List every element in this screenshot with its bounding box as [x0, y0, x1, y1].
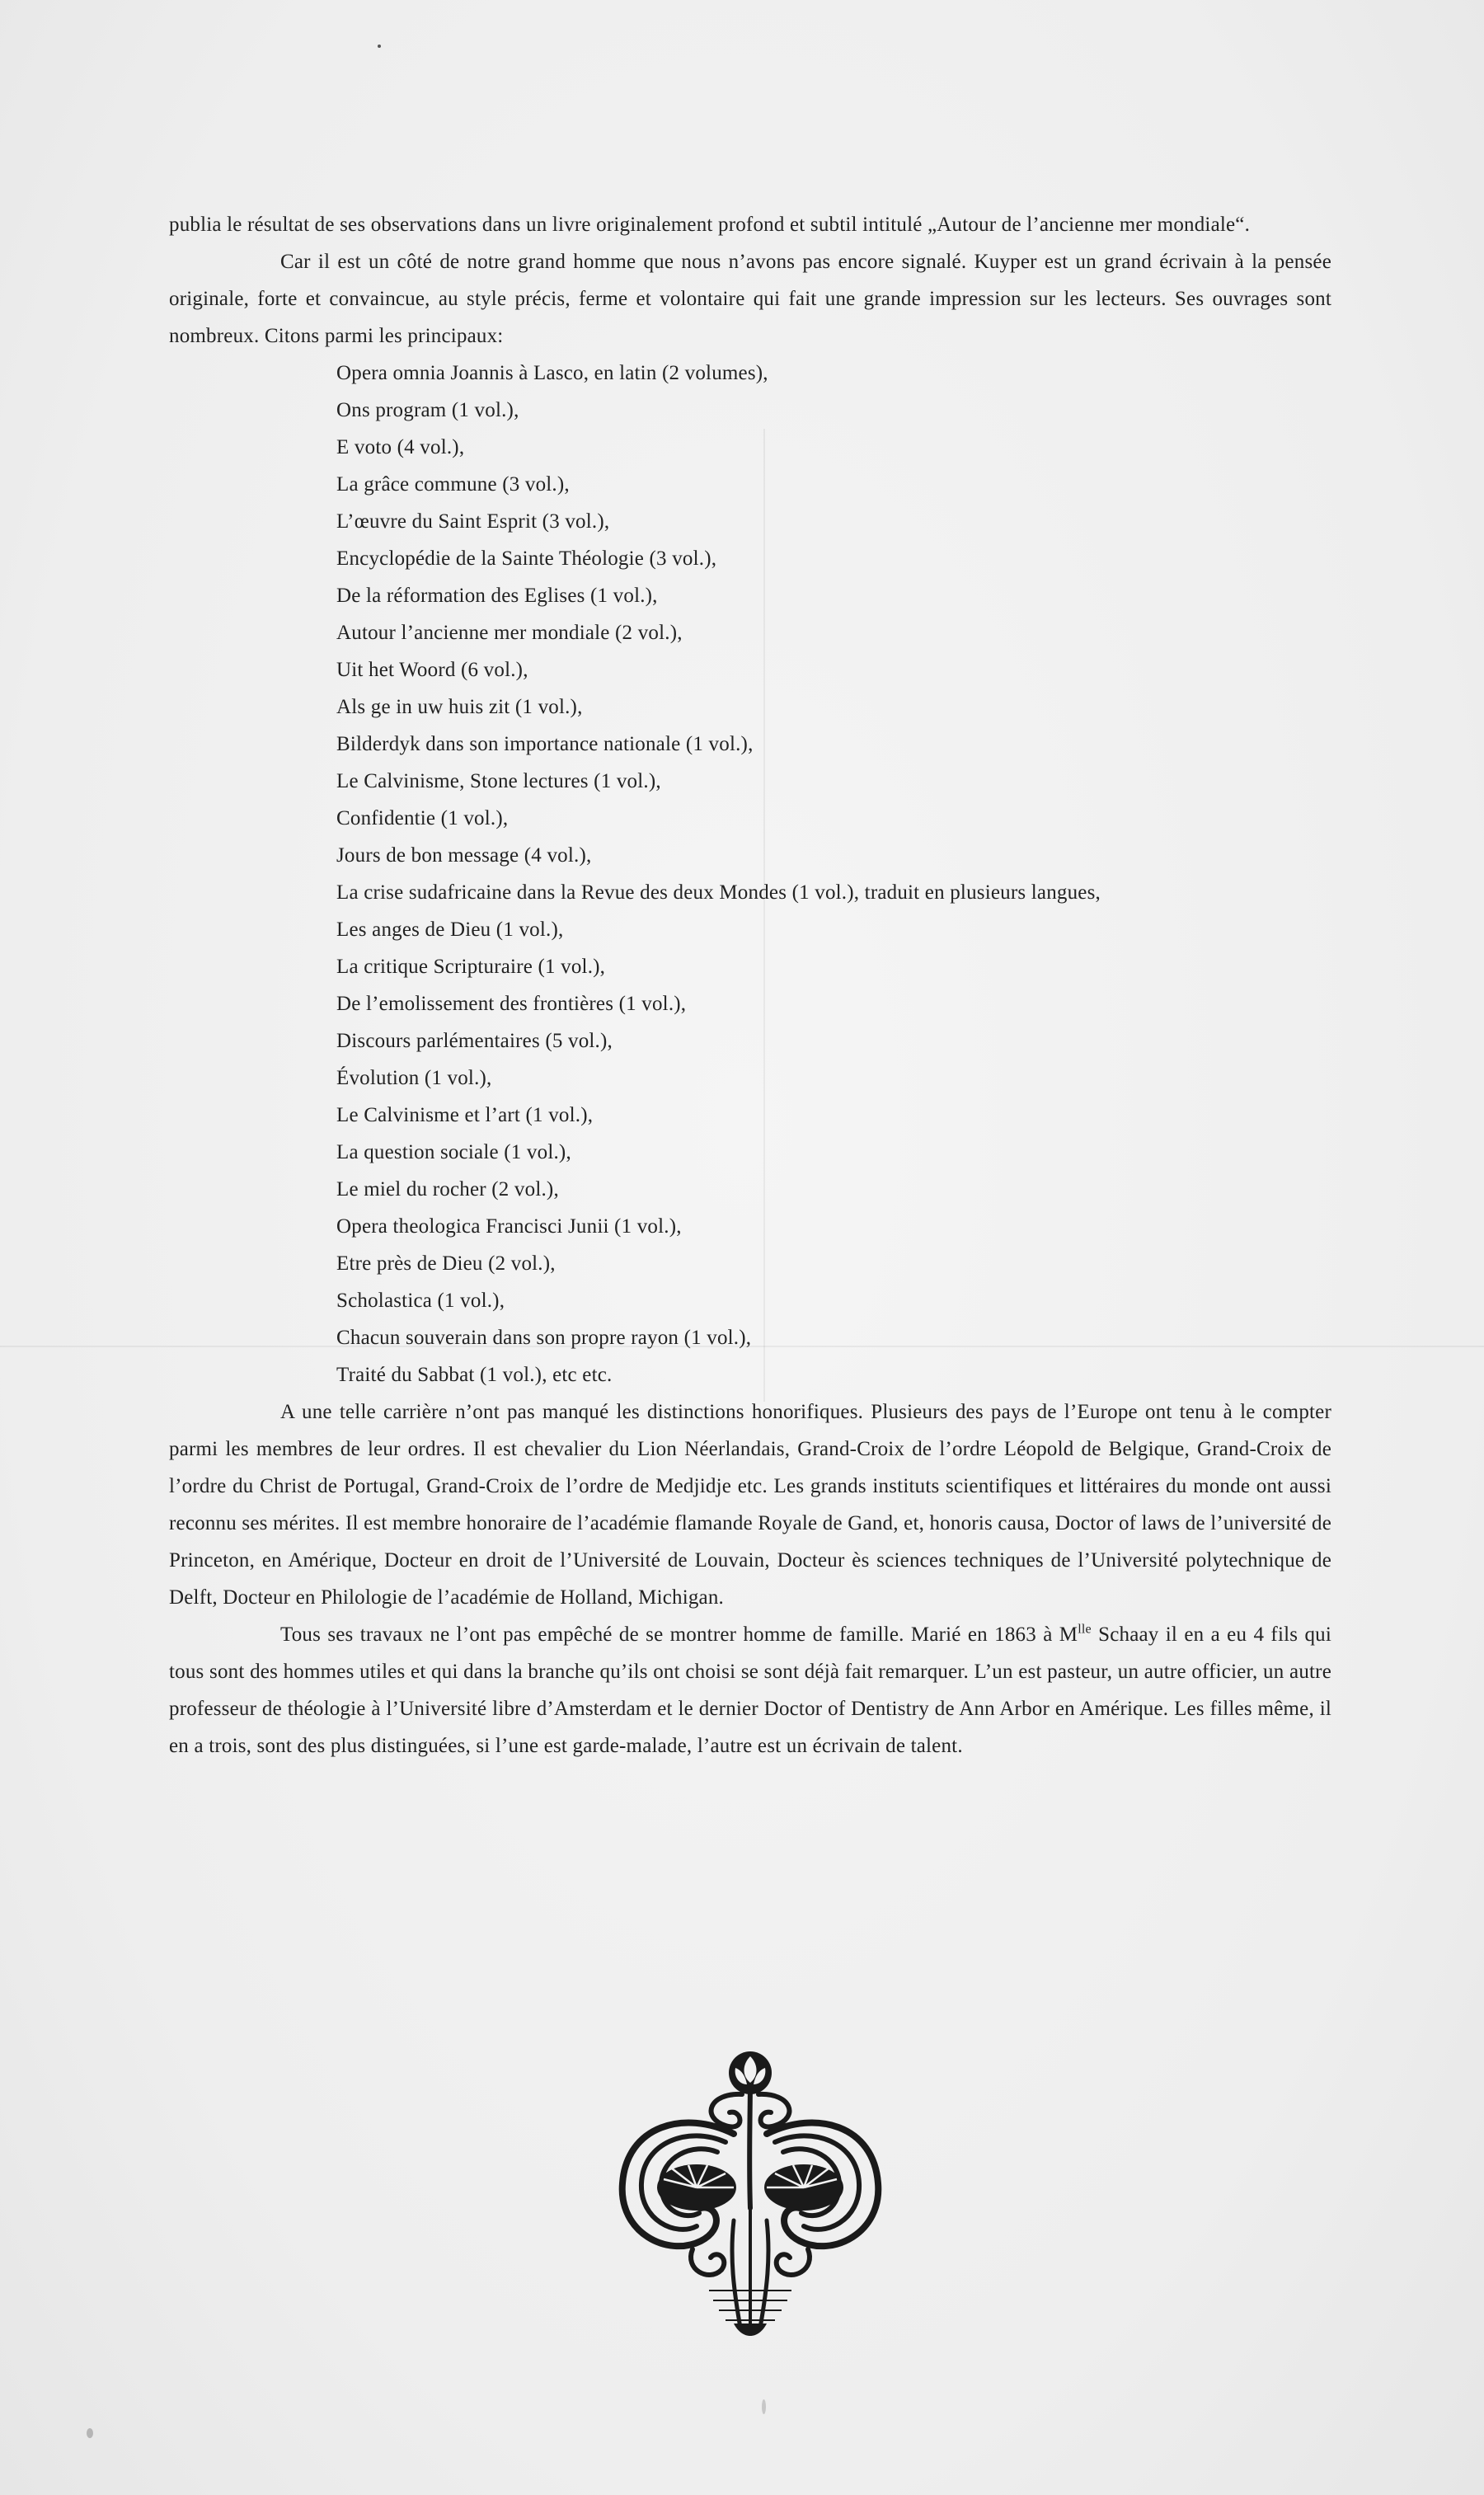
- works-list-item: Le Calvinisme et l’art (1 vol.),: [336, 1104, 594, 1126]
- paragraph-writer: Car il est un côté de notre grand homme que nous n’avons pas encore signalé. Kuyper est un grand écrivain à la pensée originale, forte et convaincue, au style précis, ferme et volontaire qui fait une grande impression sur les lecteurs. Ses ouvrages sont nombreux. Citons parmi les principaux:: [169, 251, 1331, 347]
- works-list-item: Autour l’ancienne mer mondiale (2 vol.),: [336, 622, 683, 644]
- works-list: [169, 355, 1331, 1393]
- works-list-item: Les anges de Dieu (1 vol.),: [336, 919, 564, 941]
- works-list-item: Etre près de Dieu (2 vol.),: [336, 1252, 556, 1275]
- works-list-item: Uit het Woord (6 vol.),: [336, 659, 528, 681]
- works-list-item: Opera theologica Francisci Junii (1 vol.),: [336, 1215, 682, 1238]
- works-list-item: Le Calvinisme, Stone lectures (1 vol.),: [336, 770, 661, 792]
- works-list-item: Scholastica (1 vol.),: [336, 1290, 505, 1312]
- works-list-item: Als ge in uw huis zit (1 vol.),: [336, 696, 583, 718]
- works-list-item: Opera omnia Joannis à Lasco, en latin (2 volumes),: [336, 362, 768, 384]
- mademoiselle-superscript: lle: [1078, 1622, 1092, 1637]
- works-list-item: La question sociale (1 vol.),: [336, 1141, 571, 1163]
- paper-speck: [378, 45, 381, 48]
- paragraph-family-text: Tous ses travaux ne l’ont pas empêché de se montrer homme de famille. Marié en 1863 à M: [280, 1623, 1078, 1646]
- works-list-item: Discours parlémentaires (5 vol.),: [336, 1030, 613, 1052]
- body-text: [169, 206, 1331, 1764]
- paper-speck: [762, 2399, 766, 2414]
- works-list-item: De l’emolissement des frontières (1 vol.),: [336, 993, 687, 1015]
- works-list-item: Ons program (1 vol.),: [336, 399, 519, 421]
- works-list-item: Bilderdyk dans son importance nationale (1 vol.),: [336, 733, 754, 755]
- paper-speck: [87, 2428, 93, 2438]
- paragraph-family-text: Schaay il en a eu 4 fils qui tous sont des hommes utiles et qui dans la branche qu’ils ont choisi se sont déjà fait remarquer. L’un est pasteur, un autre officier, un autre professeur de théologie à l’Université libre d’Amsterdam et le dernier Doctor of Dentistry de Ann Arbor en Amérique. Les filles même, il en a trois, sont des plus distinguées, si l’une est garde-malade, l’autre est un écrivain de talent.: [169, 1623, 1331, 1757]
- works-list-item: Confidentie (1 vol.),: [336, 807, 509, 829]
- works-list-item: Chacun souverain dans son propre rayon (1 vol.),: [336, 1327, 752, 1349]
- works-list-item: Jours de bon message (4 vol.),: [336, 844, 592, 867]
- works-list-item: L’œuvre du Saint Esprit (3 vol.),: [336, 510, 610, 533]
- works-list-item: Traité du Sabbat (1 vol.), etc etc.: [336, 1364, 613, 1386]
- works-list-item: La crise sudafricaine dans la Revue des deux Mondes (1 vol.), traduit en plusieurs langues,: [336, 881, 1101, 904]
- works-list-item: E voto (4 vol.),: [336, 436, 465, 458]
- works-list-item: Évolution (1 vol.),: [336, 1067, 492, 1089]
- works-list-item: La critique Scripturaire (1 vol.),: [336, 956, 606, 978]
- works-list-item: De la réformation des Eglises (1 vol.),: [336, 585, 658, 607]
- works-list-item: Encyclopédie de la Sainte Théologie (3 vol.),: [336, 547, 717, 570]
- works-list-item: Le miel du rocher (2 vol.),: [336, 1178, 559, 1201]
- works-list-item: La grâce commune (3 vol.),: [336, 473, 570, 496]
- paragraph-family: [169, 1616, 1331, 1764]
- paragraph-continuation: publia le résultat de ses observations dans un livre originalement profond et subtil intitulé „Autour de l’ancienne mer mondiale“.: [169, 214, 1251, 236]
- art-nouveau-water-lily-ornament-icon: [610, 2043, 890, 2340]
- paragraph-distinctions: A une telle carrière n’ont pas manqué les distinctions honorifiques. Plusieurs des pays de l’Europe ont tenu à le compter parmi les membres de leur ordres. Il est chevalier du Lion Néerlandais, Grand-Croix de l’ordre Léopold de Belgique, Grand-Croix de l’ordre du Christ de Portugal, Grand-Croix de l’ordre de Medjidje etc. Les grands instituts scientifiques et littéraires du monde ont aussi reconnu ses mérites. Il est membre honoraire de l’académie flamande Royale de Gand, et, honoris causa, Doctor of laws de l’université de Princeton, en Amérique, Docteur en droit de l’Université de Louvain, Docteur ès sciences techniques de l’Université polytechnique de Delft, Docteur en Philologie de l’académie de Holland, Michigan.: [169, 1401, 1331, 1609]
